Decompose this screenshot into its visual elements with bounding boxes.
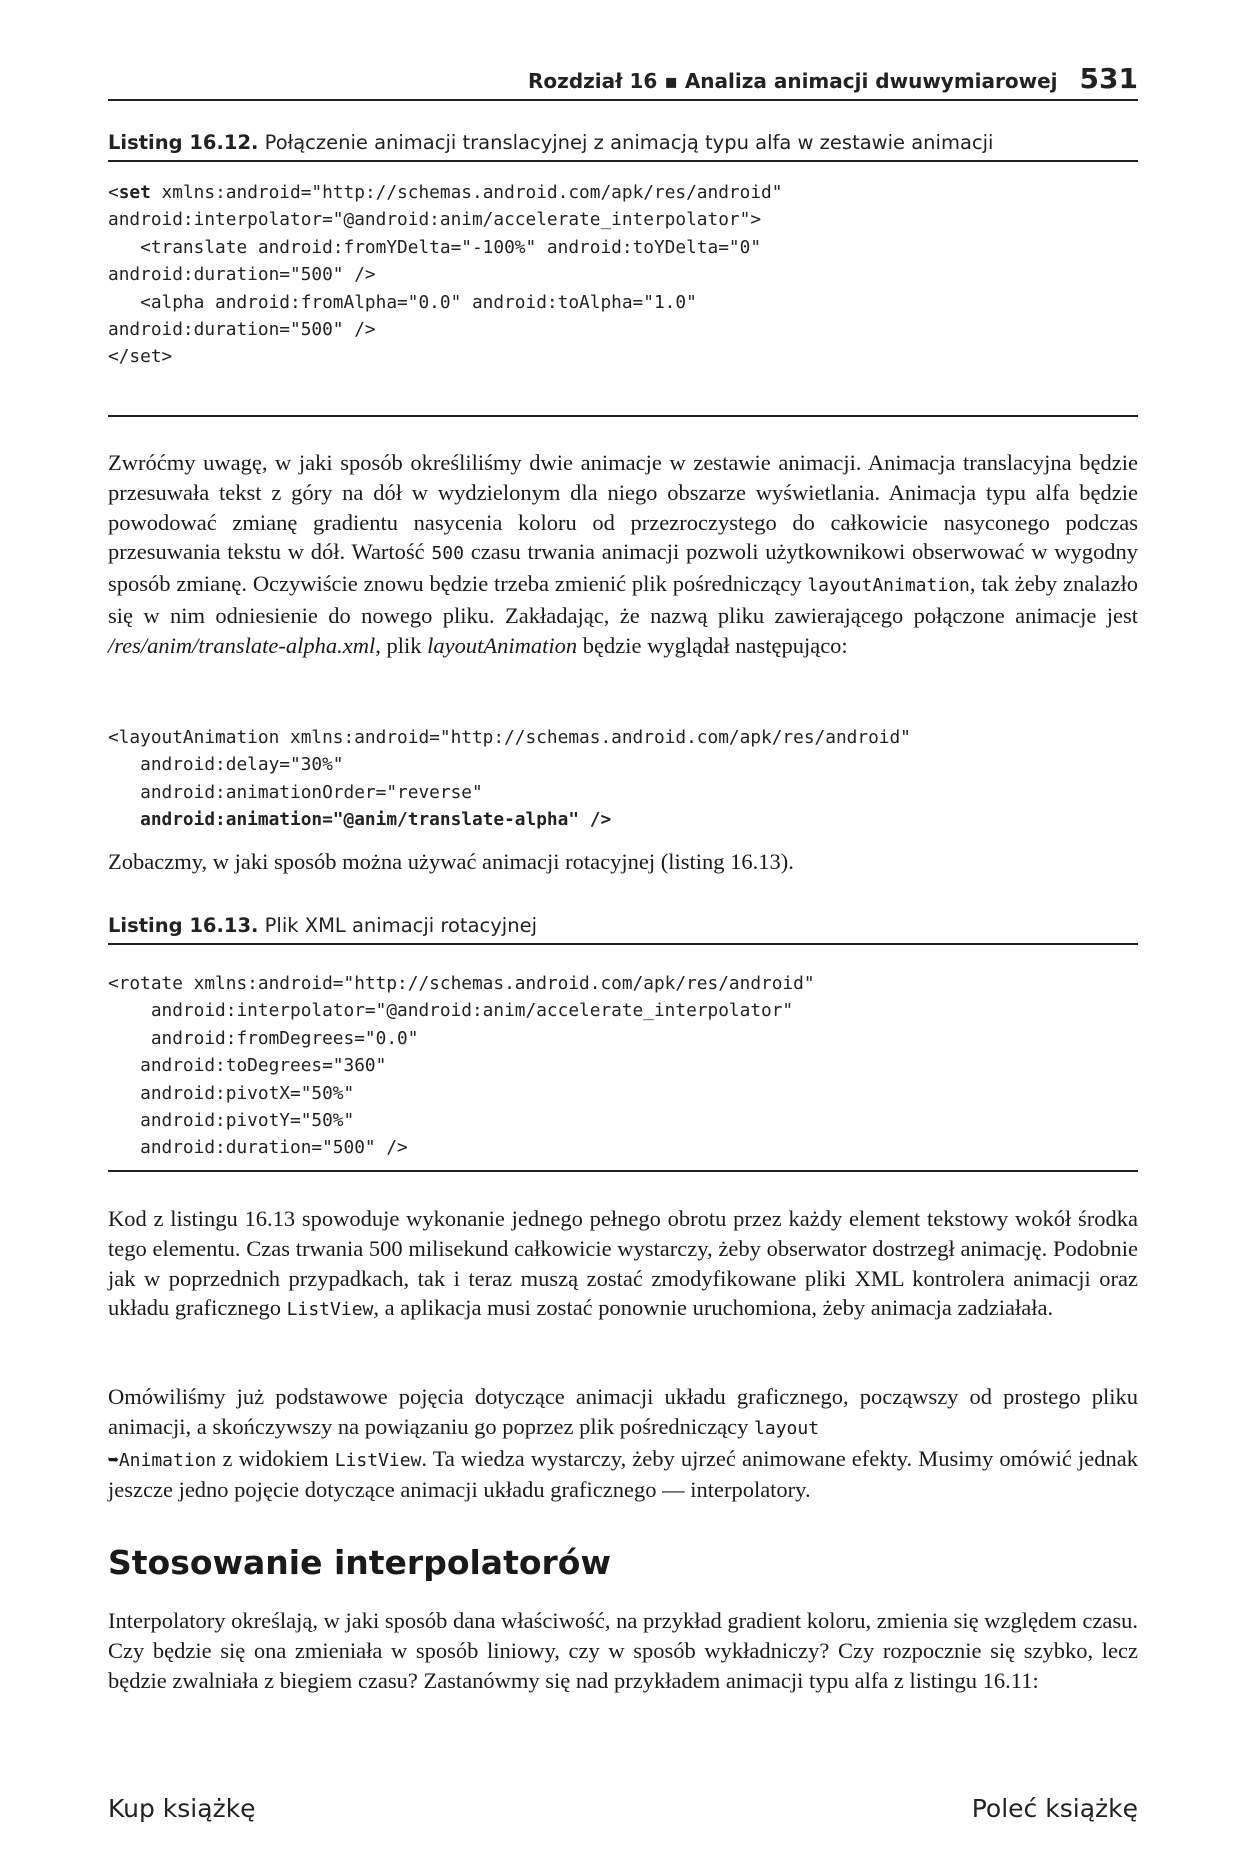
footer <box>108 1794 1138 1823</box>
code-line: android:duration="500" /> <box>108 1137 408 1159</box>
inline-code: ListView <box>286 1299 374 1321</box>
text-run: czasu trwania animacji pozwoli użytkownikowi obserwować w wygodny sposób zmianę. Oczywiście znowu będzie trzeba zmienić plik pośredniczący <box>108 539 1138 597</box>
section-heading: Stosowanie interpolatorów <box>108 1543 611 1582</box>
listing-title: Plik XML animacji rotacyjnej <box>264 914 537 937</box>
text-run: Kod z listingu 16.13 spowoduje wykonanie jednego pełnego obrotu przez każdy element tekstowy wokół środka tego elementu. Czas trwania 500 milisekund całkowicie wystarczy, żeby obserwator dostrzegł animację. Podobnie jak w poprzednich przypadkach, tak i teraz muszą zostać zmodyfikowane pliki XML kontrolera animacji oraz układu graficznego <box>108 1206 1138 1321</box>
code-line: <layoutAnimation xmlns:android="http://schemas.android.com/apk/res/android" <box>108 727 911 748</box>
listing-number: Listing 16.13. <box>108 914 259 937</box>
code-line: android:duration="500" /> <box>108 264 376 286</box>
running-head <box>108 62 1138 101</box>
code-line: android:interpolator="@android:anim/accelerate_interpolator" <box>108 1000 794 1022</box>
code-line: <alpha android:fromAlpha="0.0" android:toAlpha="1.0" <box>108 291 697 313</box>
code-line: xmlns:android="http://schemas.android.com/apk/res/android" <box>150 182 783 203</box>
text-run: Omówiliśmy już podstawowe pojęcia dotyczące animacji układu graficznego, począwszy od prostego pliku animacji, a skończywszy na powiązaniu go poprzez plik pośredniczący <box>108 1384 1138 1439</box>
italic-name: layoutAnimation <box>427 632 578 658</box>
listing-16-13-caption <box>108 914 1138 945</box>
text-run: z widokiem <box>216 1445 335 1471</box>
code-line: android:interpolator="@android:anim/accelerate_interpolator"> <box>108 209 762 231</box>
code-line: <translate android:fromYDelta="-100%" android:toYDelta="0" <box>108 236 762 258</box>
body-paragraph: Interpolatory określają, w jaki sposób dana właściwość, na przykład gradient koloru, zmienia się względem czasu. Czy będzie się ona zmieniała w sposób liniowy, czy w sposób wykładniczy? Czy rozpocznie się szybko, lecz będzie zwalniała z biegiem czasu? Zastanówmy się nad przykładem animacji typu alfa z listingu 16.11: <box>108 1608 1138 1693</box>
body-paragraph <box>108 1204 1138 1325</box>
code-line: < <box>108 182 119 203</box>
text-run: , a aplikacja musi zostać ponownie uruchomiona, żeby animacja zadziałała. <box>373 1295 1054 1321</box>
body-paragraph: Zobaczmy, w jaki sposób można używać animacji rotacyjnej (listing 16.13). <box>108 849 794 874</box>
text-run: , plik <box>375 632 428 658</box>
code-line: android:animationOrder="reverse" <box>108 781 483 803</box>
code-keyword: set <box>118 182 151 203</box>
text-run: Zwróćmy uwagę, w jaki sposób określiliśmy dwie animacje w zestawie animacji. Animacja translacyjna będzie przesuwała tekst z góry na dół w wydzielonym dla niego obszarze wyświetlania. Animacja typu alfa będzie powodować zmianę gradientu nasycenia koloru od przezroczystego do całkowicie nasyconego podczas przesuwania tekstu w dół. Wartość <box>108 450 1138 565</box>
buy-book-link[interactable]: Kup książkę <box>108 1794 256 1823</box>
chapter-title: Rozdział 16 ▪ Analiza animacji dwuwymiarowej <box>528 69 1058 93</box>
code-line: <rotate xmlns:android="http://schemas.android.com/apk/res/android" <box>108 973 815 994</box>
code-line: android:pivotY="50%" <box>108 1110 355 1132</box>
layout-animation-code <box>108 724 1138 834</box>
inline-code: layout <box>754 1417 820 1439</box>
text-run: będzie wyglądał następująco: <box>577 632 848 658</box>
inline-code: ListView <box>334 1449 422 1471</box>
code-line: android:fromDegrees="0.0" <box>108 1027 419 1049</box>
code-line: android:pivotX="50%" <box>108 1082 355 1104</box>
listing-16-12-caption <box>108 131 1138 162</box>
italic-path: /res/anim/translate-alpha.xml <box>108 632 376 658</box>
inline-code: 500 <box>431 543 464 565</box>
text-run: , tak żeby znalazło się w nim odniesienie do nowego pliku. Zakładając, że nazwą pliku zawierającego połączone animacje jest <box>108 571 1138 628</box>
page-number: 531 <box>1079 62 1138 95</box>
listing-end-rule <box>108 1170 1138 1172</box>
code-line: android:duration="500" /> <box>108 319 376 341</box>
recommend-book-link[interactable]: Poleć książkę <box>971 1794 1138 1823</box>
text-run: . Ta wiedza wystarczy, żeby ujrzeć animowane efekty. Musimy omówić jednak jeszcze jedno pojęcie dotyczące animacji układu graficznego — interpolatory. <box>108 1445 1138 1503</box>
listing-title: Połączenie animacji translacyjnej z animacją typu alfa w zestawie animacji <box>264 131 994 154</box>
body-paragraph <box>108 1382 1138 1505</box>
listing-16-13-code <box>108 970 1138 1162</box>
inline-code: layoutAnimation <box>807 575 970 597</box>
code-line: android:toDegrees="360" <box>108 1055 387 1077</box>
code-line-bold: android:animation="@anim/translate-alpha" /> <box>108 809 612 831</box>
listing-number: Listing 16.12. <box>108 131 259 154</box>
code-line: android:delay="30%" <box>108 754 344 776</box>
body-paragraph <box>108 448 1138 661</box>
code-line: </set> <box>108 346 173 368</box>
listing-end-rule <box>108 415 1138 417</box>
inline-code-continuation: ➥Animation <box>108 1449 217 1471</box>
listing-16-12-code <box>108 179 1138 371</box>
